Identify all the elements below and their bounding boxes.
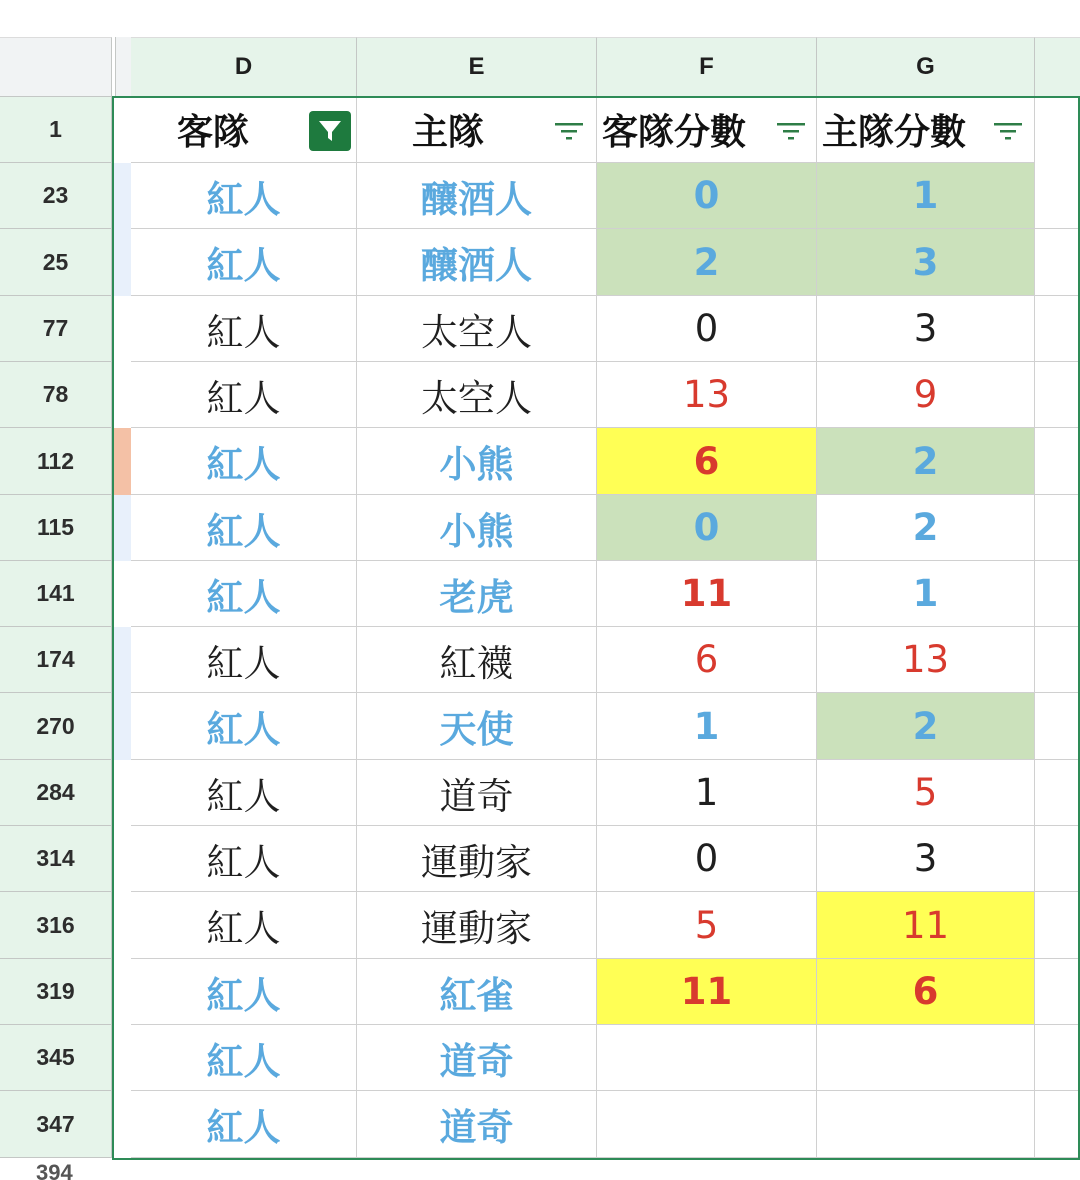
cell-away-team[interactable]: 紅人 <box>131 362 357 428</box>
cell-away-team[interactable]: 紅人 <box>131 892 357 959</box>
row-group-marker <box>113 760 131 826</box>
row-header[interactable]: 347 <box>0 1091 112 1158</box>
cell-away-team[interactable]: 紅人 <box>131 627 357 693</box>
filter-icon[interactable] <box>776 120 806 142</box>
cell-away-score[interactable]: 0 <box>597 296 817 362</box>
cell-column-h[interactable] <box>1035 1025 1080 1091</box>
row-group-marker <box>113 362 131 428</box>
cell-away-score[interactable] <box>597 1091 817 1158</box>
cell-home-team[interactable]: 釀酒人 <box>357 163 597 229</box>
cell-away-score[interactable]: 2 <box>597 229 817 296</box>
cell-column-h[interactable] <box>1035 760 1080 826</box>
cell-home-score[interactable]: 1 <box>817 561 1035 627</box>
cell-column-h[interactable] <box>1035 229 1080 296</box>
cell-home-score[interactable]: 3 <box>817 229 1035 296</box>
row-group-marker <box>113 1091 131 1158</box>
cell-home-team[interactable]: 老虎 <box>357 561 597 627</box>
header-label: 主隊分數 <box>822 112 967 153</box>
row-header[interactable]: 345 <box>0 1025 112 1091</box>
row-group-marker <box>113 495 131 561</box>
row-header-partial: 394 <box>36 1160 73 1180</box>
cell-home-team[interactable]: 太空人 <box>357 296 597 362</box>
cell-away-team[interactable]: 紅人 <box>131 1091 357 1158</box>
cell-away-score[interactable]: 1 <box>597 693 817 760</box>
cell-column-h[interactable] <box>1035 826 1080 892</box>
cell-away-score[interactable]: 1 <box>597 760 817 826</box>
cell-home-team[interactable]: 紅雀 <box>357 959 597 1025</box>
header-label: 客隊 <box>177 112 250 153</box>
cell-home-score[interactable]: 2 <box>817 495 1035 561</box>
cell-column-h[interactable] <box>1035 561 1080 627</box>
cell-home-team[interactable]: 紅襪 <box>357 627 597 693</box>
cell-away-team[interactable]: 紅人 <box>131 826 357 892</box>
row-header[interactable]: 25 <box>0 229 112 296</box>
row-group-marker <box>113 229 131 296</box>
row-group-marker <box>113 428 131 495</box>
cell-away-score[interactable]: 0 <box>597 826 817 892</box>
column-header-e[interactable]: E <box>357 37 597 97</box>
cell-column-h[interactable] <box>1035 428 1080 495</box>
cell-column-h[interactable] <box>1035 362 1080 428</box>
cell-away-team[interactable]: 紅人 <box>131 428 357 495</box>
cell-column-h[interactable] <box>1035 693 1080 760</box>
column-header-g[interactable]: G <box>817 37 1035 97</box>
cell-home-score[interactable]: 1 <box>817 163 1035 229</box>
cell-away-team[interactable]: 紅人 <box>131 1025 357 1091</box>
cell-home-score[interactable]: 3 <box>817 826 1035 892</box>
cell-home-score[interactable] <box>817 1025 1035 1091</box>
cell-away-score[interactable]: 11 <box>597 561 817 627</box>
cell-away-score[interactable]: 13 <box>597 362 817 428</box>
cell-column-h[interactable] <box>1035 892 1080 959</box>
cell-home-score[interactable]: 6 <box>817 959 1035 1025</box>
filter-active-icon[interactable] <box>309 111 351 151</box>
cell-column-h[interactable] <box>1035 959 1080 1025</box>
row-group-marker <box>113 959 131 1025</box>
cell-away-score[interactable]: 5 <box>597 892 817 959</box>
cell-away-score[interactable]: 0 <box>597 163 817 229</box>
cell-home-team[interactable]: 道奇 <box>357 1091 597 1158</box>
row-header[interactable]: 78 <box>0 362 112 428</box>
cell-home-score[interactable]: 13 <box>817 627 1035 693</box>
cell-home-score[interactable]: 2 <box>817 428 1035 495</box>
cell-home-score[interactable]: 5 <box>817 760 1035 826</box>
row-header[interactable]: 314 <box>0 826 112 892</box>
row-header[interactable]: 23 <box>0 163 112 229</box>
cell-away-score[interactable]: 0 <box>597 495 817 561</box>
cell-away-score[interactable]: 11 <box>597 959 817 1025</box>
cell-home-score[interactable] <box>817 1091 1035 1158</box>
cell-home-team[interactable]: 小熊 <box>357 495 597 561</box>
header-label: 客隊分數 <box>602 112 747 153</box>
row-group-marker <box>113 826 131 892</box>
cell-column-h[interactable] <box>1035 163 1080 229</box>
cell-home-team[interactable]: 小熊 <box>357 428 597 495</box>
cell-away-team[interactable]: 紅人 <box>131 229 357 296</box>
cell-away-team[interactable]: 紅人 <box>131 561 357 627</box>
cell-home-score[interactable]: 2 <box>817 693 1035 760</box>
row-group-marker <box>113 296 131 362</box>
funnel-icon <box>316 117 344 145</box>
header-label: 主隊 <box>412 112 485 153</box>
column-header-gutter <box>115 37 131 97</box>
row-header[interactable]: 284 <box>0 760 112 826</box>
cell-away-team[interactable]: 紅人 <box>131 959 357 1025</box>
cell-home-team[interactable]: 運動家 <box>357 892 597 959</box>
cell-column-h[interactable] <box>1035 627 1080 693</box>
cell-column-h[interactable] <box>1035 1091 1080 1158</box>
cell-away-team[interactable]: 紅人 <box>131 760 357 826</box>
row-group-marker <box>113 892 131 959</box>
row-header[interactable]: 112 <box>0 428 112 495</box>
row-group-marker <box>113 1025 131 1091</box>
cell-home-team[interactable]: 釀酒人 <box>357 229 597 296</box>
cell-home-team[interactable]: 太空人 <box>357 362 597 428</box>
cell-away-score[interactable]: 6 <box>597 428 817 495</box>
cell-away-team[interactable]: 紅人 <box>131 296 357 362</box>
column-header-d[interactable]: D <box>131 37 357 97</box>
top-bar <box>0 0 1080 37</box>
row-header[interactable]: 319 <box>0 959 112 1025</box>
cell-column-h[interactable] <box>1035 495 1080 561</box>
row-header[interactable]: 115 <box>0 495 112 561</box>
row-header[interactable]: 1 <box>0 97 112 163</box>
row-group-marker <box>113 627 131 693</box>
cell-home-score[interactable]: 11 <box>817 892 1035 959</box>
select-all-corner[interactable] <box>0 37 112 97</box>
cell-home-team[interactable]: 道奇 <box>357 760 597 826</box>
cell-away-team[interactable]: 紅人 <box>131 693 357 760</box>
cell-column-h[interactable] <box>1035 296 1080 362</box>
cell-away-team[interactable]: 紅人 <box>131 163 357 229</box>
filter-icon[interactable] <box>554 120 584 142</box>
row-group-marker <box>113 561 131 627</box>
row-group-marker <box>113 163 131 229</box>
row-header[interactable]: 174 <box>0 627 112 693</box>
row-header[interactable]: 270 <box>0 693 112 760</box>
cell-home-score[interactable]: 3 <box>817 296 1035 362</box>
column-header-f[interactable]: F <box>597 37 817 97</box>
cell-away-team[interactable]: 紅人 <box>131 495 357 561</box>
filter-icon[interactable] <box>993 120 1023 142</box>
cell-away-score[interactable]: 6 <box>597 627 817 693</box>
cell-home-team[interactable]: 道奇 <box>357 1025 597 1091</box>
cell-home-score[interactable]: 9 <box>817 362 1035 428</box>
row-header[interactable]: 77 <box>0 296 112 362</box>
column-header-h[interactable] <box>1035 37 1080 97</box>
cell-home-team[interactable]: 天使 <box>357 693 597 760</box>
cell-home-team[interactable]: 運動家 <box>357 826 597 892</box>
row-group-marker <box>113 693 131 760</box>
row-header[interactable]: 141 <box>0 561 112 627</box>
cell-away-score[interactable] <box>597 1025 817 1091</box>
row-header[interactable]: 316 <box>0 892 112 959</box>
